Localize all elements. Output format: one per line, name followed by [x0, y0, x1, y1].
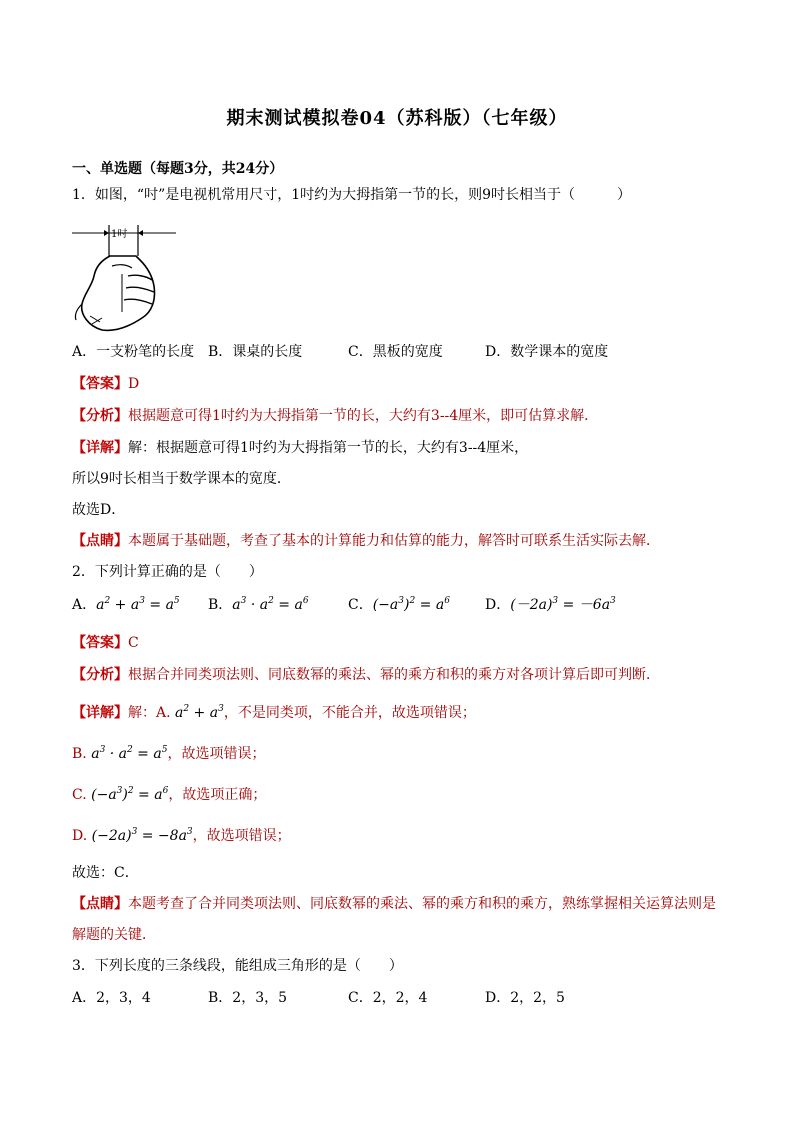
option-a: A．$a^2 + a^3 = a^5$	[72, 596, 180, 613]
q2-detail-a: 【详解】解：A. $a^2 + a^3$，不是同类项，不能合并，故选项错误；	[72, 704, 476, 721]
q1-detail: 【详解】解：根据题意可得1吋约为大拇指第一节的长，大约有3--4厘米，	[72, 440, 529, 456]
q1-analysis: 【分析】根据题意可得1吋约为大拇指第一节的长，大约有3--4厘米，即可估算求解．	[72, 408, 599, 424]
question-2-stem: 2．下列计算正确的是（ ）	[72, 564, 263, 580]
question-3-options	[72, 987, 565, 1007]
option-b: B．$a^3 \cdot a^2 = a^6$	[208, 596, 309, 613]
q2-detail-b: B. $a^3 \cdot a^2 = a^5$，故选项错误；	[72, 745, 266, 762]
option-d: D．数学课本的宽度	[485, 344, 609, 360]
q2-answer: 【答案】C	[72, 635, 139, 651]
option-b: B．2，3，5	[208, 990, 288, 1006]
q2-comment-2: 解题的关键．	[72, 927, 156, 943]
question-2-options	[72, 594, 616, 614]
option-a: A．一支粉笔的长度	[72, 344, 195, 360]
option-a: A．2，3，4	[72, 990, 151, 1006]
q1-choice: 故选D．	[72, 502, 126, 518]
q2-comment: 【点睛】本题考查了合并同类项法则、同底数幂的乘法、幂的乘方和积的乘方，熟练掌握相关运算法则是	[72, 896, 716, 912]
option-d: D．2，2，5	[485, 990, 565, 1006]
option-d: D．$(-2a)^3 = -6a^3$	[485, 596, 616, 613]
q1-detail-2: 所以9吋长相当于数学课本的宽度．	[72, 471, 291, 487]
question-1-stem: 1．如图，“吋”是电视机常用尺寸，1吋约为大拇指第一节的长，则9吋长相当于（ ）	[72, 187, 632, 203]
question-1-options	[72, 341, 608, 361]
q2-detail-d: D. $(-2a)^3 = -8a^3$，故选项错误；	[72, 827, 291, 844]
section-heading: 一、单选题（每题3分，共24分）	[72, 161, 284, 177]
q1-answer: 【答案】D	[72, 376, 140, 392]
option-c: C．黑板的宽度	[348, 344, 443, 360]
option-c: C．$(-a^3)^2 = a^6$	[348, 596, 450, 613]
option-c: C．2，2，4	[348, 990, 428, 1006]
page-title: 期末测试模拟卷04（苏科版）（七年级）	[226, 108, 568, 129]
q1-comment: 【点睛】本题属于基础题，考查了基本的计算能力和估算的能力，解答时可联系生活实际去解．	[72, 533, 660, 549]
question-3-stem: 3．下列长度的三条线段，能组成三角形的是（ ）	[72, 958, 403, 974]
q2-choice: 故选：C．	[72, 865, 139, 881]
option-b: B．课桌的长度	[208, 344, 303, 360]
q2-analysis: 【分析】根据合并同类项法则、同底数幂的乘法、幂的乘方和积的乘方对各项计算后即可判断．	[72, 667, 660, 683]
figure-label: 1吋	[111, 229, 128, 240]
q2-detail-c: C. $(-a^3)^2 = a^6$，故选项正确；	[72, 786, 267, 803]
